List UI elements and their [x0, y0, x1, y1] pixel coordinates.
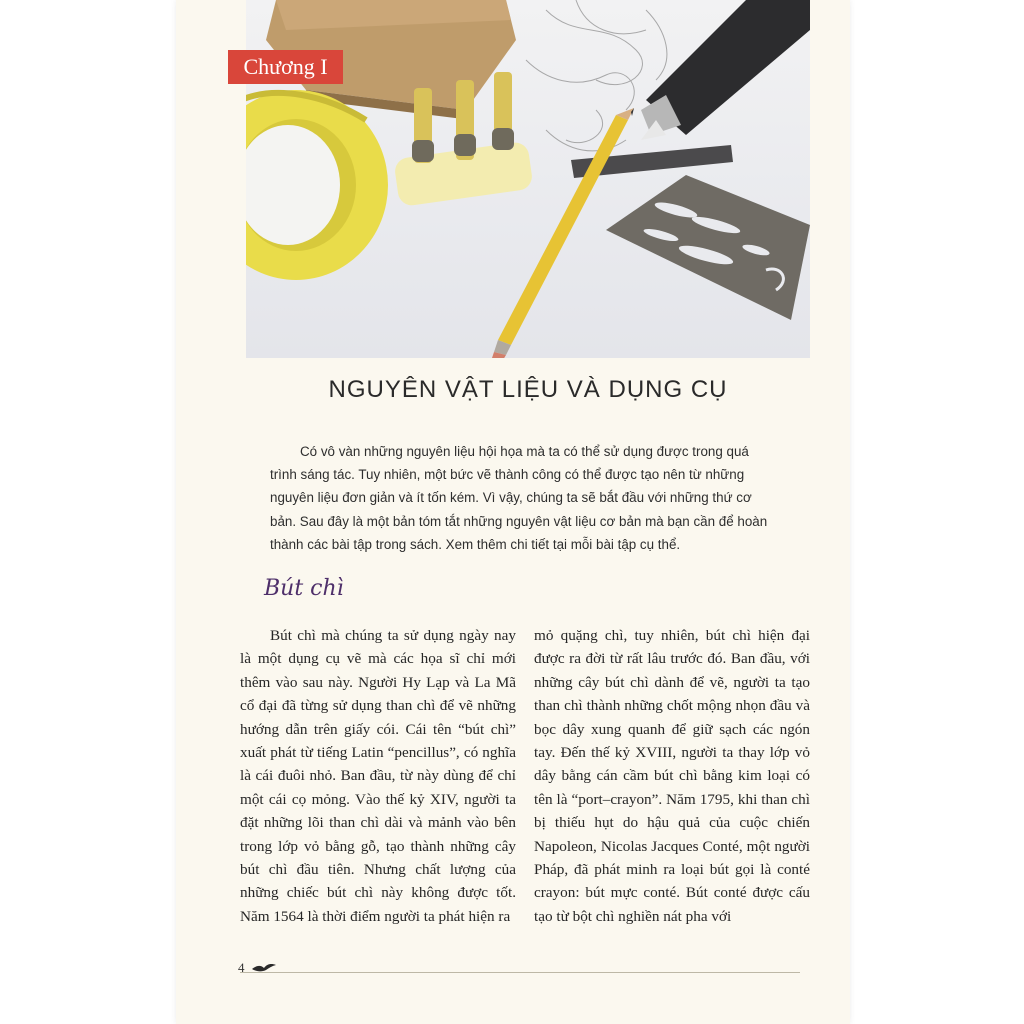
eraser-shield-icon	[606, 175, 810, 320]
section-title: Bút chì	[264, 576, 344, 601]
craft-knife-icon	[641, 0, 810, 140]
footer-rule	[240, 972, 800, 973]
intro-paragraph: Có vô vàn những nguyên liệu hội họa mà ta có thể sử dụng được trong quá trình sáng tác. Tuy nhiên, một bức vẽ thành công có thể được tạo nên từ những nguyên liệu đơn giản và ít tốn kém. Vì vậy, chúng ta sẽ bắt đầu với những thứ cơ bản. Sau đây là một bản tóm tắt những nguyên vật liệu cơ bản mà bạn cần để hoàn thành các bài tập trong sách. Xem thêm chi tiết tại mỗi bài tập cụ thể.	[270, 444, 768, 552]
chapter-badge: Chương I	[228, 50, 343, 84]
page-footer	[238, 960, 277, 976]
body-column-right: mỏ quặng chì, tuy nhiên, bút chì hiện đại được ra đời từ rất lâu trước đó. Ban đầu, với những cây bút chì dành để vẽ, người ta tạo than chì thành những chốt mộng nhọn đầu và bọc dây xung quanh để giữ sạch các ngón tay. Đến thế kỷ XVIII, người ta thay lớp vỏ dây bằng cán cầm bút chì bằng kim loại có tên là “port–crayon”. Năm 1795, khi than chì bị thiếu hụt do hậu quả của cuộc chiến Napoleon, Nicolas Jacques Conté, một người Pháp, đã phát minh ra loại bút gọi là conté crayon: bút mực conté. Bút conté được cấu tạo từ bột chì nghiền nát pha với	[534, 627, 810, 925]
clutch-pencils-icon	[393, 72, 533, 207]
bird-ornament-icon	[251, 962, 277, 974]
page-number: 4	[238, 960, 245, 975]
body-column-left: Bút chì mà chúng ta sử dụng ngày nay là một dụng cụ vẽ mà các họa sĩ chỉ mới thêm vào sau này. Người Hy Lạp và La Mã cổ đại đã từng sử dụng than chì để vẽ những hướng dẫn trên giấy cói. Cái tên “bút chì” xuất phát từ tiếng Latin “pencillus”, có nghĩa là cái đuôi nhỏ. Ban đầu, từ này dùng để chỉ một cái cọ mỏng. Vào thế kỷ XIV, người ta đặt những lõi than chì dài và mảnh vào bên trong lớp vỏ bằng gỗ, tạo thành những cây bút chì đầu tiên. Nhưng chất lượng của những chiếc bút chì này không được tốt. Năm 1564 là thời điểm người ta phát hiện ra	[240, 627, 516, 925]
page-title: NGUYÊN VẬT LIỆU VÀ DỤNG CỤ	[328, 376, 728, 403]
sketch-lines	[526, 0, 667, 151]
masking-tape-icon	[246, 90, 388, 280]
